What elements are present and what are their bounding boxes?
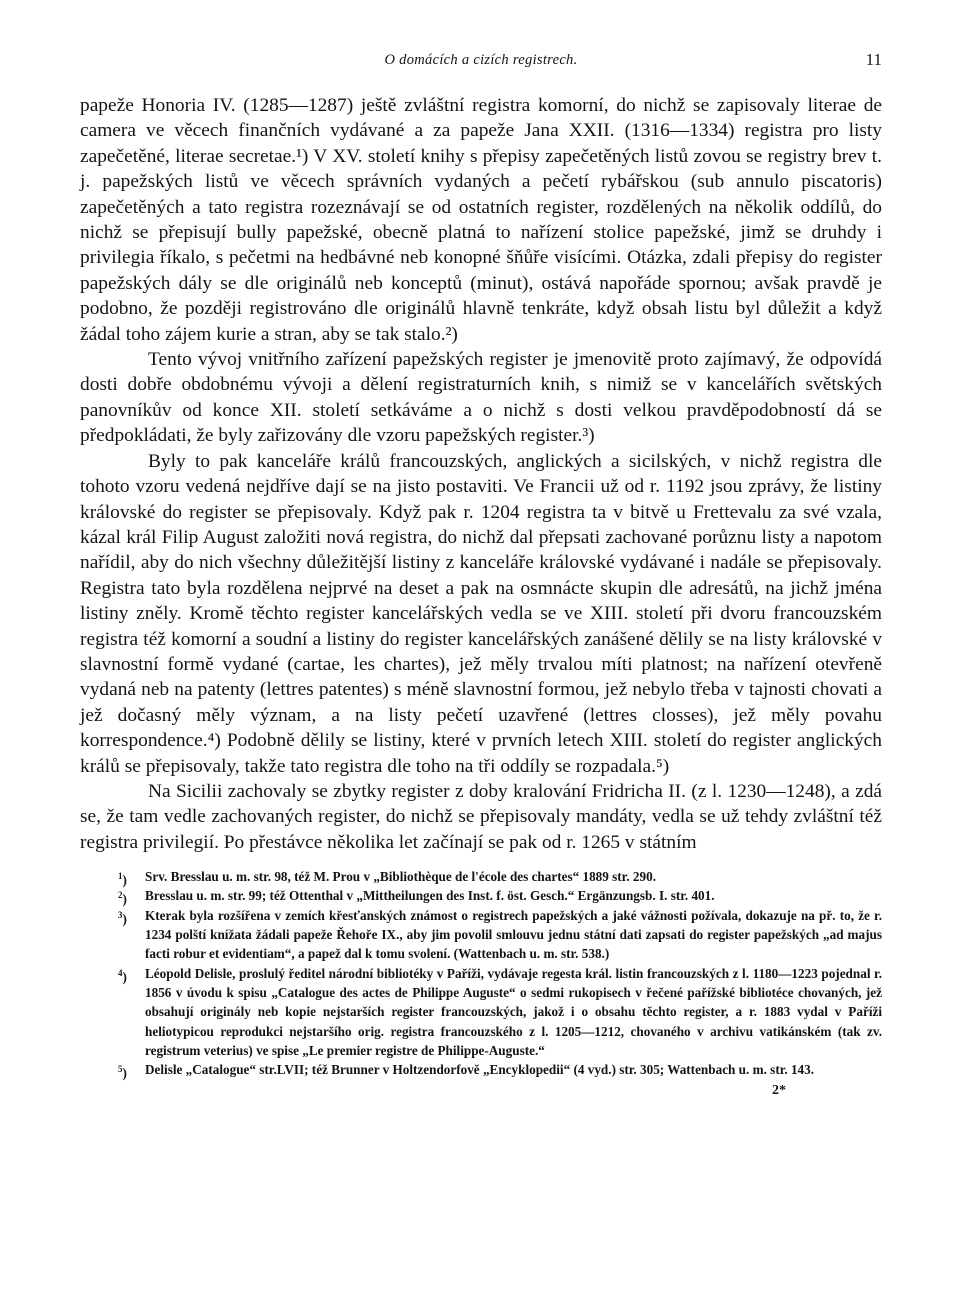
footnote-text: Kterak byla rozšířena v zemích křesťanských známost o registrech papežských a jaké vážnosti požívala, dokazuje na př. to, že r. 1234 polští knížata žádali papeže Řehoře IX., aby jim povolil smlouvu jednu státní dati zapsati do register papežských „ad majus facti robur et evidentiam“, a papež dal k tomu svolení. (Wattenbach u. m. str. 538.) <box>145 907 882 962</box>
footnote <box>80 964 882 1060</box>
footnote-text: Léopold Delisle, proslulý ředitel národní bibliotéky v Paříži, vydávaje regesta král. listin francouzských z l. 1180—1223 pojednal r. 1856 v úvodu k spisu „Catalogue des actes de Philippe Auguste“ o sedmi rukopisech v řečené pařížské bibliotéce chovaných, jež obsahují originály neb kopie nejstarších register francouzských, jakož i o obsahu těchto register, a r. 1883 vydal v Paříži heliotypicou reprodukci nejstaršího orig. registra francouzského z l. 1205—1212, chovaného v archivu vatikánském (tak zv. registrum veterius) ve spise „Le premier registre de Philippe-Auguste.“ <box>145 965 882 1058</box>
footnote-text: Srv. Bresslau u. m. str. 98, též M. Prou v „Bibliothèque de l'école des chartes“ 1889 str. 290. <box>145 869 656 885</box>
footnote <box>80 886 882 905</box>
footnote-text: Bresslau u. m. str. 99; též Ottenthal v „Mittheilungen des Inst. f. öst. Gesch.“ Ergänzungsb. I. str. 401. <box>145 888 715 904</box>
footnote <box>80 867 882 886</box>
footnote-marker: $^2$) <box>118 890 127 907</box>
footnote-text: Delisle „Catalogue“ str.LVII; též Brunner v Holtzendorfově „Encyklopedii“ (4 vyd.) str. 305; Wattenbach u. m. str. 143. <box>145 1062 815 1078</box>
page-header <box>80 38 882 68</box>
footnote-marker: $^5$) <box>118 1064 127 1081</box>
paragraph: Tento vývoj vnitřního zařízení papežských register je jmenovitě proto zajímavý, že odpovídá dosti dobře obdobnému vývoji a dělení registraturních knih, s nimiž se v kancelářích světských panovníkův od konce XII. století setkáváme a o nichž s dosti velkou pravděpodobností dá se předpokládati, že byly zařizovány dle vzoru papežských register.³) <box>80 349 882 447</box>
main-text <box>80 93 882 855</box>
paragraph: papeže Honoria IV. (1285—1287) ještě zvláštní registra komorní, do nichž se zapisovaly literae de camera ve věcech finančních vydávané a za papeže Jana XXII. (1316—1334) registra pro listy zapečetěné, literae secretae.¹) V XV. století knihy s přepisy zapečetěných listů zovou se registry brev t. j. papežských listů ve věcech správních vydaných a pečetí rybářskou (sub annulo piscatoris) zapečetěných a tato registra rozeznávají se od ostatních register, rozdělených na několik oddílů, do nichž se přepisují bully papežské, obecně platná to nařízení stolice papežské, jimž se druhdy i privilegia říkalo, s pečetmi na hedbávné neb konopné šňůře visícími. Otázka, zdali přepisy do register papežských dály se dle originálů neb konceptů (minut), ostává napořáde spornou; avšak pravdě je podobno, že později registrováno dle originálů hlavně tenkráte, když obsah listu byl důležit a když žádal toho zájem kurie a stran, aby se tak stalo.²) <box>80 95 882 345</box>
footnote-marker: $^3$) <box>118 909 127 927</box>
signature-mark: 2* <box>772 1083 786 1099</box>
page-number: 11 <box>865 50 882 69</box>
paragraph: Byly to pak kanceláře králů francouzských, anglických a sicilských, v nichž registra dle tohoto vzoru vedená nejdříve dají se na jisto postaviti. Ve Francii už od r. 1192 jsou zprávy, že listiny královské do register se přepisovaly. Když pak r. 1204 registra ta v bitvě u Frettevalu za své vzala, kázal král Filip August založiti nová registra, do nichž dal přepsati zachované porůznu listy a napotom nařídil, aby do nich všechny důležitější listiny z kanceláře královské vydávané i nadále se přepisovaly. Registra tato byla rozdělena nejprvé na deset a pak na osmnácte skupin dle adresátů, na jichž jména listiny zněly. Kromě těchto register kancelářských vedla se ve XIII. století při dvoru francouzském registra též komorní a soudní a listiny do register kancelářských zanášené dělily se na listy královské v slavnostní formě vydané (cartae, les chartes), jež měly trvalou míti platnost; na nařízení otevřeně vydaná neb na patenty (lettres patentes) s méně slavnostní formou, jež nebylo třeba v tajnosti chovati a jež dočasný měly význam, a na listy pečetí uzavřené (lettres closses), jež měly povahu korrespondence.⁴) Podobně dělily se listiny, které v prvních letech XIII. století do register anglických králů se přepisovaly, takže tato registra dle toho na tři oddíly se rozpadala.⁵) <box>80 450 882 777</box>
running-title: O domácích a cizích registrech. <box>384 52 578 68</box>
footnote <box>80 906 882 964</box>
footnote-marker: $^1$) <box>118 871 127 888</box>
footnote <box>80 1060 882 1079</box>
footnotes <box>80 867 882 1101</box>
paragraph: Na Sicilii zachovaly se zbytky register z doby kralování Fridricha II. (z l. 1230—1248), a zdá se, že tam vedle zachovaných register, do nichž se přepisovaly mandáty, vedla se už tehdy zvláštní též registra privilegií. Po přestávce několika let začínají se pak od r. 1265 v státním <box>80 780 882 853</box>
footnote-marker: $^4$) <box>118 967 127 985</box>
